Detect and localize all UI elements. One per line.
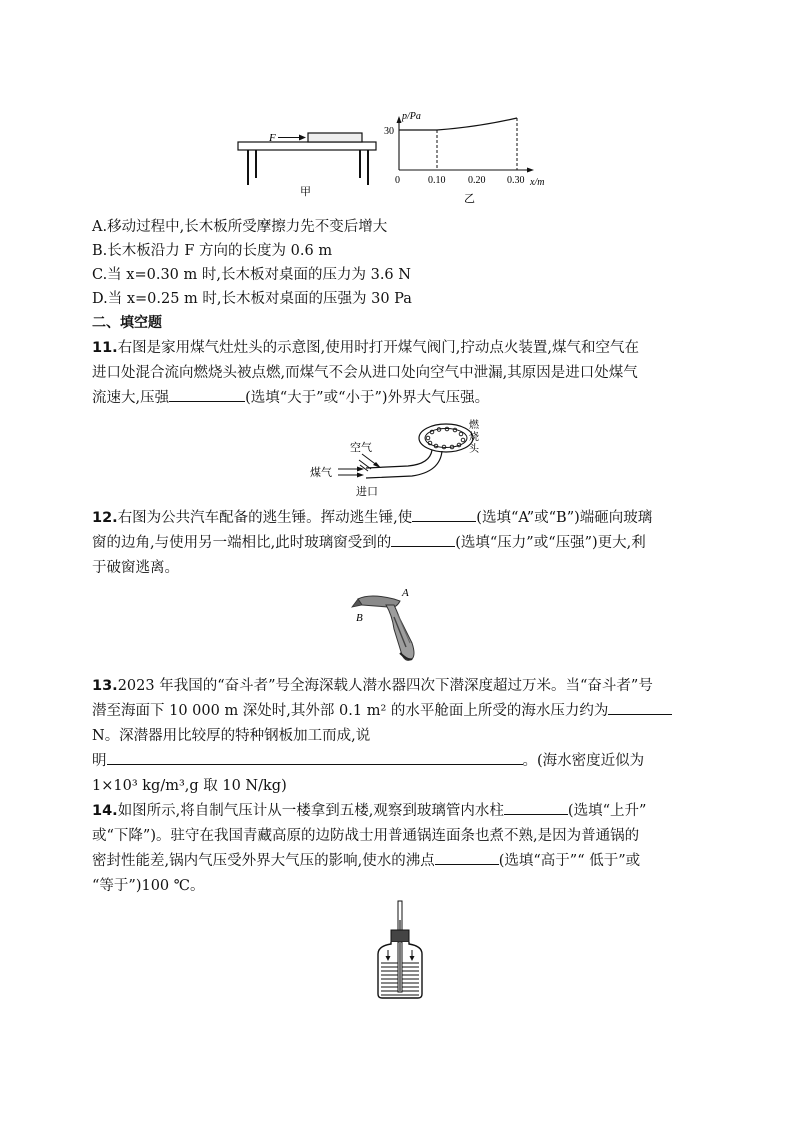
y-axis-label: p/Pa	[402, 111, 421, 122]
air-label: 空气	[350, 442, 372, 454]
q14-line1: 14.如图所示,将自制气压计从一楼拿到五楼,观察到玻璃管内水柱 (选填“上升”	[92, 800, 646, 822]
q11-line1: 11.右图是家用煤气灶灶头的示意图,使用时打开煤气阀门,拧动点火装置,煤气和空气在	[92, 340, 640, 356]
q13-answer-blank-2[interactable]	[107, 750, 523, 765]
q13-line3: N。深潜器用比较厚的特种钢板加工而成,说	[92, 728, 371, 744]
burner-label-1: 燃	[469, 420, 479, 431]
gas-label: 煤气	[310, 467, 332, 479]
escape-hammer-figure	[350, 585, 440, 667]
y-tick-30: 30	[384, 126, 394, 137]
hammer-end-b: B	[356, 612, 363, 624]
x-tick-0: 0	[395, 175, 400, 186]
q13-line4: 明 。(海水密度近似为	[92, 750, 644, 772]
q14-answer-blank-1[interactable]	[504, 800, 568, 815]
option-c: C.当 x=0.30 m 时,长木板对桌面的压力为 3.6 N	[92, 267, 411, 283]
option-b: B.长木板沿力 F 方向的长度为 0.6 m	[92, 243, 333, 259]
q13-answer-blank-1[interactable]	[608, 700, 672, 715]
option-d: D.当 x=0.25 m 时,长木板对桌面的压强为 30 Pa	[92, 291, 412, 307]
q11-number: 11.	[92, 340, 118, 356]
hammer-end-a: A	[402, 587, 409, 599]
q14-number: 14.	[92, 803, 118, 819]
force-label: F	[269, 132, 276, 144]
x-tick-0.30: 0.30	[507, 175, 525, 186]
q13-line1: 13.2023 年我国的“奋斗者”号全海深载人潜水器四次下潜深度超过万米。当“奋斗者”号	[92, 678, 653, 694]
table-caption: 甲	[300, 186, 311, 198]
burner-label-3: 头	[469, 444, 479, 455]
q11-line2: 进口处混合流向燃烧头被点燃,而煤气不会从进口处向空气中泄漏,其原因是进口处煤气	[92, 365, 638, 381]
table-figure	[236, 128, 382, 196]
q12-answer-blank-2[interactable]	[391, 532, 455, 547]
q14-line2: 或“下降”)。驻守在我国青藏高原的边防战士用普通锅连面条也煮不熟,是因为普通锅的	[92, 828, 640, 844]
x-axis-label: x/m	[530, 177, 545, 188]
q13-line2: 潜至海面下 10 000 m 深处时,其外部 0.1 m² 的水平舱面上所受的海水压力约为	[92, 700, 672, 722]
q12-answer-blank-1[interactable]	[412, 507, 476, 522]
q14-line3: 密封性能差,锅内气压受外界大气压的影响,使水的沸点 (选填“高于”“ 低于”或	[92, 850, 640, 872]
inlet-label: 进口	[356, 486, 378, 498]
q12-line1: 12.右图为公共汽车配备的逃生锤。挥动逃生锤,使 (选填“A”或“B”)端砸向玻璃	[92, 507, 652, 529]
q12-line3: 于破窗逃离。	[92, 560, 179, 576]
barometer-bottle-figure	[370, 900, 430, 1000]
x-tick-0.10: 0.10	[428, 175, 446, 186]
section-title: 二、填空题	[92, 315, 162, 331]
pressure-graph	[380, 110, 545, 208]
x-tick-0.20: 0.20	[468, 175, 486, 186]
q14-line4: “等于”)100 ℃。	[92, 878, 205, 894]
q12-line2: 窗的边角,与使用另一端相比,此时玻璃窗受到的 (选填“压力”或“压强”)更大,利	[92, 532, 646, 554]
graph-caption: 乙	[464, 193, 475, 205]
q11-line3: 流速大,压强 (选填“大于”或“小于”)外界大气压强。	[92, 387, 489, 409]
q11-answer-blank[interactable]	[169, 387, 245, 402]
q14-answer-blank-2[interactable]	[435, 850, 499, 865]
option-a: A.移动过程中,长木板所受摩擦力先不变后增大	[92, 219, 388, 235]
burner-label-2: 烧	[469, 432, 479, 443]
q13-line5: 1×10³ kg/m³,g 取 10 N/kg)	[92, 778, 287, 794]
gas-stove-figure	[308, 414, 498, 500]
q13-number: 13.	[92, 678, 118, 694]
q12-number: 12.	[92, 510, 118, 526]
